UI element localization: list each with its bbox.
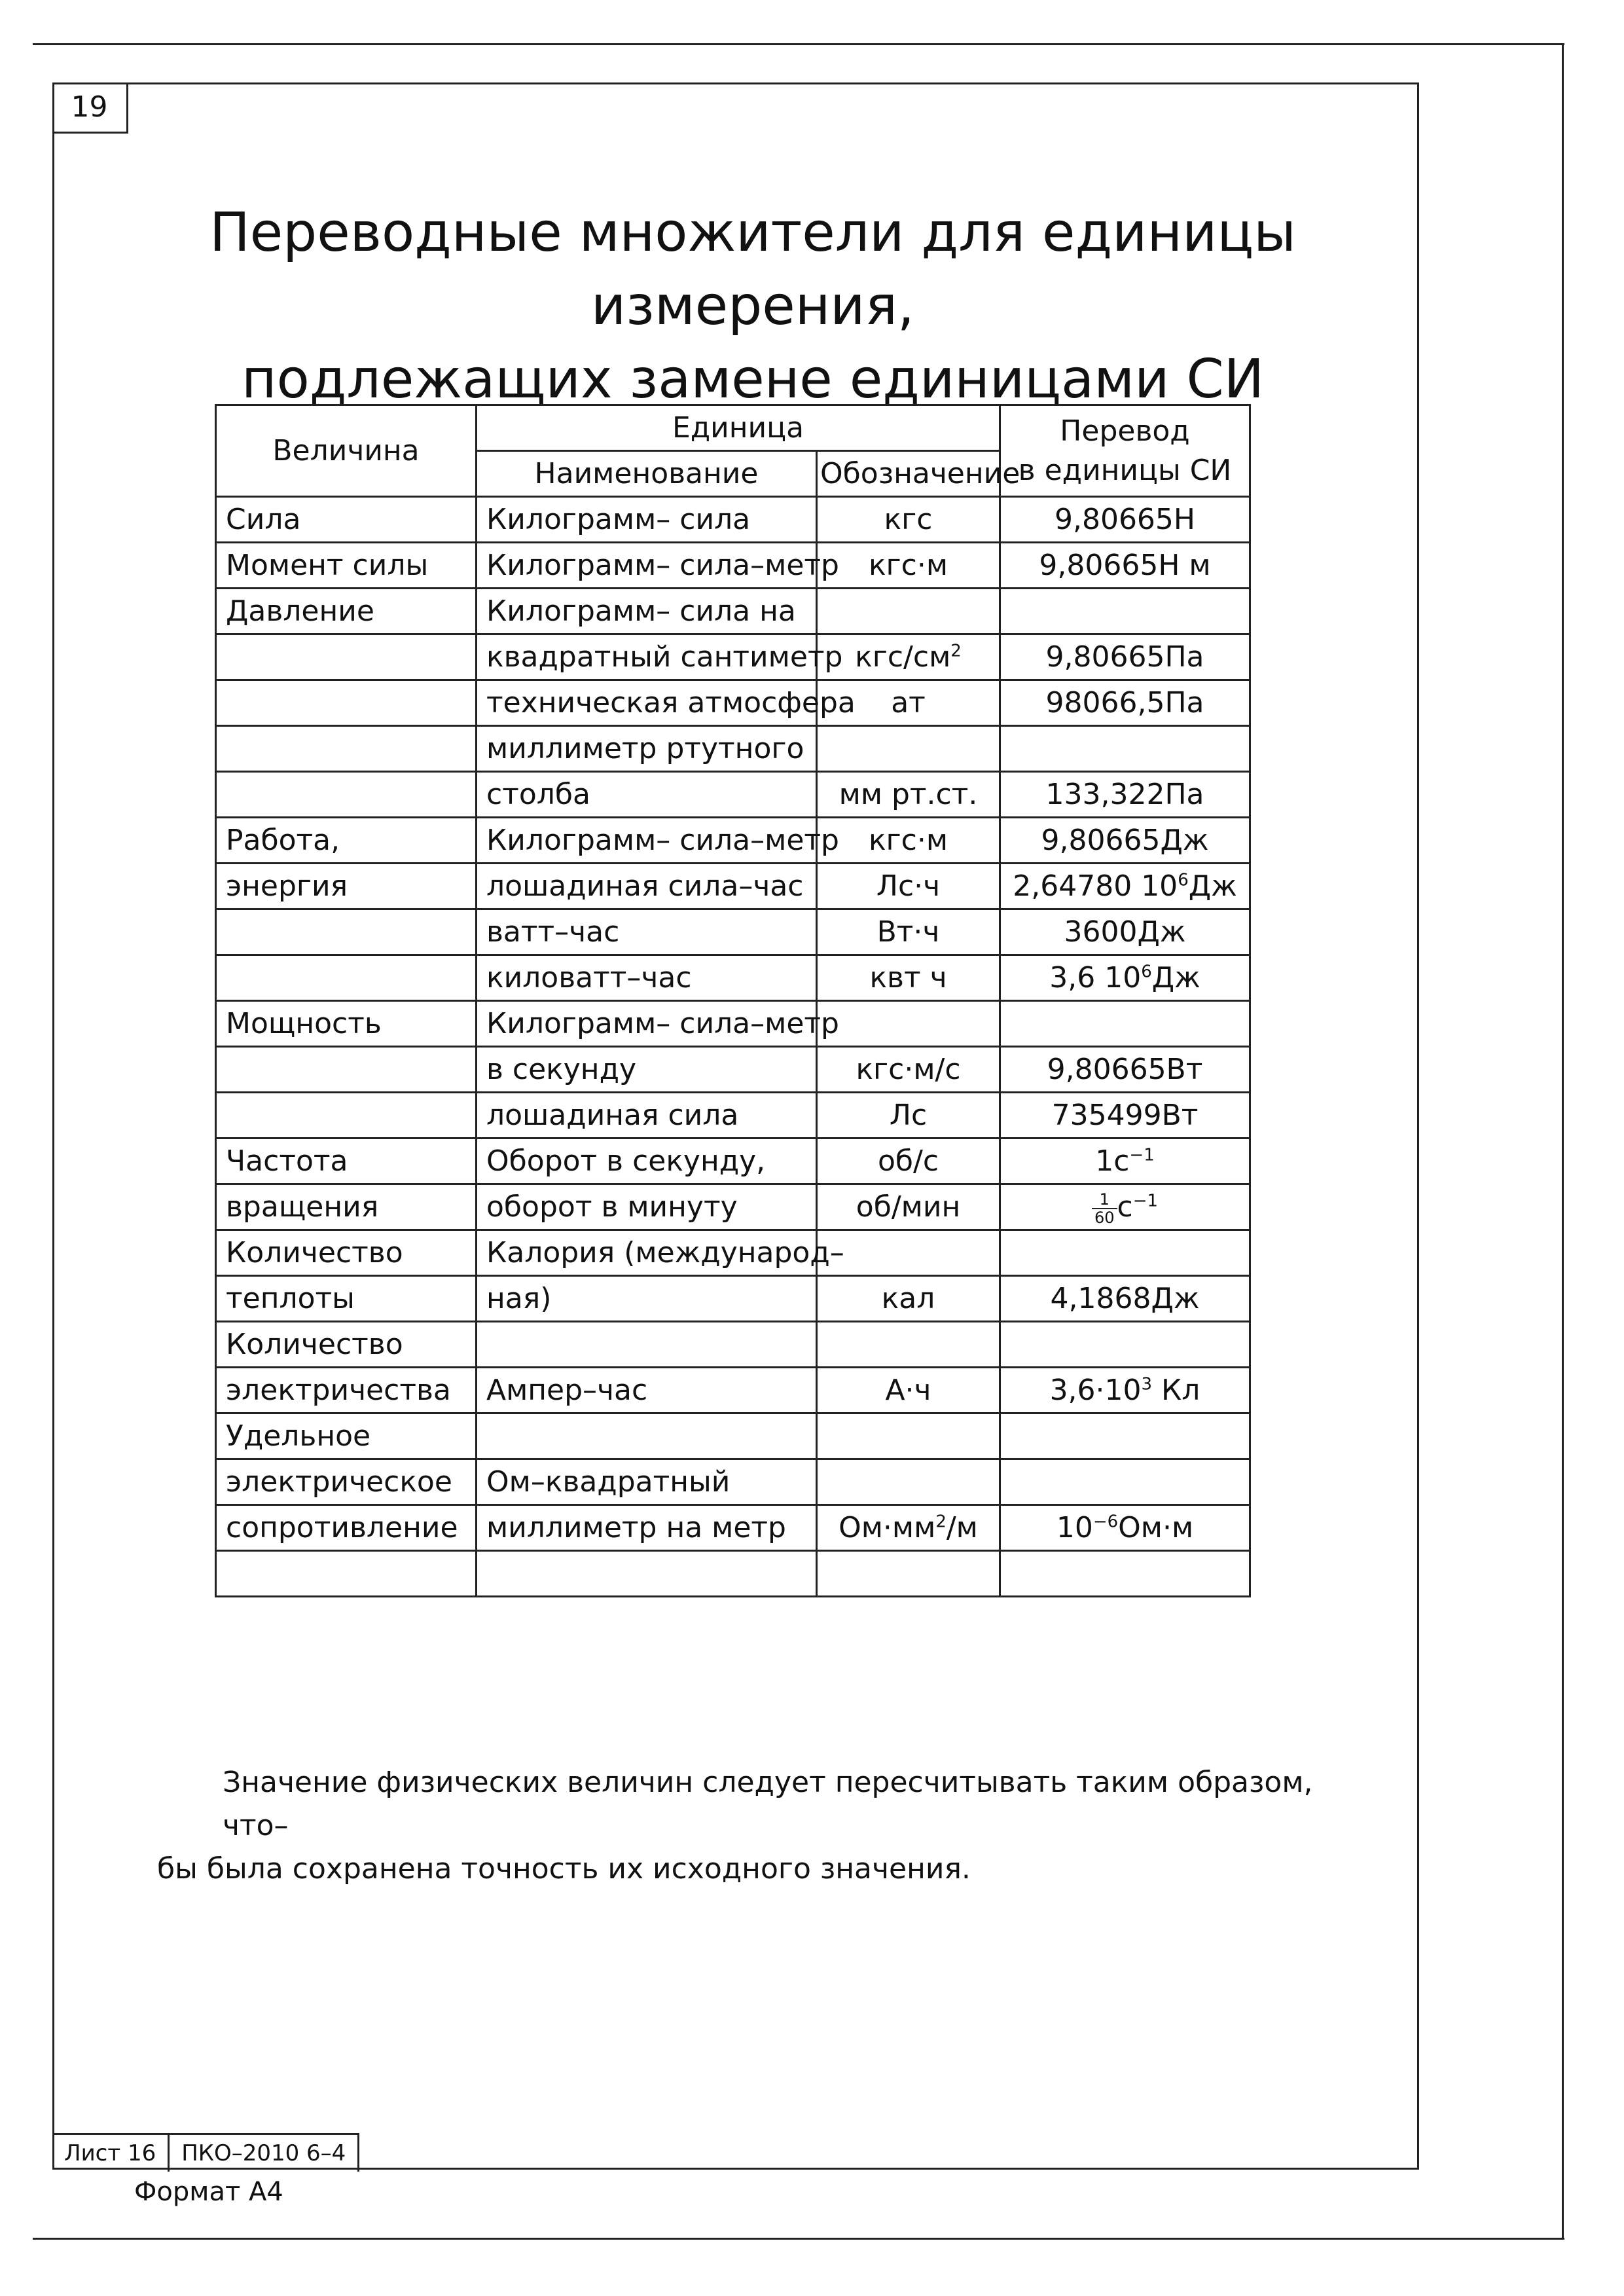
symbol-tail: /м bbox=[946, 1511, 978, 1544]
table-row bbox=[216, 1139, 1250, 1184]
quantity-cell bbox=[216, 589, 477, 634]
quantity-cell bbox=[216, 543, 477, 589]
si-value-text: 9,80665Н bbox=[1054, 503, 1196, 536]
unit-symbol-cell bbox=[817, 1413, 1000, 1459]
quantity-cell bbox=[216, 1276, 477, 1322]
header-unit-group: Единица bbox=[477, 405, 1000, 451]
unit-symbol-cell bbox=[817, 772, 1000, 818]
unit-name-cell bbox=[477, 1093, 817, 1139]
si-value-text: с bbox=[1117, 1190, 1133, 1224]
si-value-cell bbox=[1000, 589, 1250, 634]
quantity-cell bbox=[216, 772, 477, 818]
unit-symbol-text: об/мин bbox=[856, 1190, 961, 1224]
si-value-cell bbox=[1000, 680, 1250, 726]
quantity-cell bbox=[216, 1047, 477, 1093]
quantity-cell bbox=[216, 1505, 477, 1551]
symbol-superscript: 2 bbox=[935, 1512, 947, 1532]
unit-name-text: ная) bbox=[486, 1282, 552, 1315]
unit-symbol-cell bbox=[817, 1093, 1000, 1139]
quantity-text: электрическое bbox=[226, 1465, 452, 1499]
unit-symbol-text: кгс·м/с bbox=[856, 1053, 961, 1086]
si-value-cell bbox=[1000, 1505, 1250, 1551]
title-line-2: подлежащих замене единицами СИ bbox=[241, 348, 1265, 410]
unit-symbol-text: Ом·мм bbox=[839, 1511, 936, 1544]
quantity-cell bbox=[216, 1459, 477, 1505]
unit-symbol-cell bbox=[817, 1047, 1000, 1093]
unit-name-text: Килограмм– сила–метр bbox=[486, 549, 839, 582]
si-value-cell bbox=[1000, 1459, 1250, 1505]
quantity-text: энергия bbox=[226, 869, 348, 903]
quantity-cell bbox=[216, 1093, 477, 1139]
sheet-number: Лист 16 bbox=[52, 2135, 170, 2172]
quantity-cell bbox=[216, 1368, 477, 1413]
si-value-text: 735499Вт bbox=[1051, 1099, 1199, 1132]
unit-name-cell bbox=[477, 726, 817, 772]
unit-name-cell bbox=[477, 909, 817, 955]
unit-symbol-cell bbox=[817, 1184, 1000, 1230]
unit-name-cell bbox=[477, 543, 839, 589]
unit-symbol-text: об/с bbox=[877, 1144, 939, 1178]
document-code: ПКО–2010 6–4 bbox=[170, 2135, 359, 2172]
value-superscript: 6 bbox=[1178, 870, 1189, 890]
page-number: 19 bbox=[52, 82, 128, 134]
si-value-cell bbox=[1000, 1230, 1250, 1276]
unit-name-text: Килограмм– сила bbox=[486, 503, 751, 536]
unit-symbol-text: кгс bbox=[884, 503, 933, 536]
value-tail: Дж bbox=[1188, 869, 1237, 903]
quantity-cell bbox=[216, 909, 477, 955]
quantity-cell bbox=[216, 726, 477, 772]
quantity-cell bbox=[216, 1230, 477, 1276]
unit-symbol-cell bbox=[817, 726, 1000, 772]
si-value-cell bbox=[1000, 543, 1250, 589]
si-value-cell bbox=[1000, 1047, 1250, 1093]
table-row bbox=[216, 1047, 1250, 1093]
si-value-cell bbox=[1000, 864, 1250, 909]
header-conversion-line-2: в единицы СИ bbox=[1018, 453, 1232, 487]
quantity-text: Мощность bbox=[226, 1007, 382, 1040]
value-superscript: −1 bbox=[1132, 1191, 1159, 1211]
si-value-text: 98066,5Па bbox=[1045, 686, 1204, 720]
si-value-text: 4,1868Дж bbox=[1050, 1282, 1200, 1315]
unit-symbol-text: кгс·м bbox=[868, 824, 948, 857]
unit-name-cell bbox=[477, 818, 839, 864]
si-value-cell bbox=[1000, 1368, 1250, 1413]
unit-name-cell bbox=[477, 634, 843, 680]
unit-name-cell bbox=[477, 1413, 817, 1459]
unit-symbol-text: кгс·м bbox=[868, 549, 948, 582]
si-value-cell bbox=[1000, 772, 1250, 818]
header-conversion-line-1: Перевод bbox=[1060, 414, 1190, 448]
title-block-stamp bbox=[52, 2133, 359, 2172]
unit-symbol-cell bbox=[817, 1276, 1000, 1322]
si-value-text: 9,80665Дж bbox=[1041, 824, 1209, 857]
unit-name-cell bbox=[477, 1184, 817, 1230]
si-value-text: 3600Дж bbox=[1064, 915, 1186, 949]
table-row bbox=[216, 1276, 1250, 1322]
unit-name-cell bbox=[477, 589, 817, 634]
top-border-line bbox=[33, 43, 1564, 45]
unit-symbol-cell bbox=[817, 1551, 1000, 1597]
value-tail: Дж bbox=[1151, 961, 1200, 994]
unit-symbol-text: Лс·ч bbox=[876, 869, 941, 903]
unit-symbol-text: Вт·ч bbox=[876, 915, 940, 949]
value-superscript: 6 bbox=[1141, 962, 1152, 982]
quantity-cell bbox=[216, 1551, 477, 1597]
unit-name-cell bbox=[477, 1322, 817, 1368]
si-value-cell bbox=[1000, 818, 1250, 864]
quantity-text: Работа, bbox=[226, 824, 340, 857]
unit-symbol-cell bbox=[817, 1001, 1000, 1047]
unit-name-text: ватт–час bbox=[486, 915, 620, 949]
table-row bbox=[216, 1505, 1250, 1551]
table-row bbox=[216, 1551, 1250, 1597]
si-value-text: 1с bbox=[1095, 1144, 1130, 1178]
table-row bbox=[216, 634, 1250, 680]
value-tail: Кл bbox=[1152, 1374, 1200, 1407]
unit-name-cell bbox=[477, 864, 817, 909]
unit-symbol-cell bbox=[817, 1322, 1000, 1368]
si-value-cell bbox=[1000, 497, 1250, 543]
table-row bbox=[216, 1322, 1250, 1368]
conversion-table bbox=[215, 404, 1251, 1597]
table-row bbox=[216, 818, 1250, 864]
unit-name-text: Оборот в секунду, bbox=[486, 1144, 766, 1178]
quantity-text: электричества bbox=[226, 1374, 451, 1407]
quantity-text: Частота bbox=[226, 1144, 348, 1178]
quantity-cell bbox=[216, 497, 477, 543]
unit-symbol-cell bbox=[817, 589, 1000, 634]
header-conversion bbox=[1000, 405, 1250, 497]
quantity-text: Удельное bbox=[226, 1419, 371, 1453]
si-value-text: 9,80665Н м bbox=[1039, 549, 1211, 582]
unit-name-cell bbox=[477, 955, 817, 1001]
table-row bbox=[216, 1459, 1250, 1505]
si-value-cell bbox=[1000, 1093, 1250, 1139]
unit-name-cell bbox=[477, 1047, 817, 1093]
quantity-cell bbox=[216, 1322, 477, 1368]
table-row bbox=[216, 543, 1250, 589]
table-row bbox=[216, 1368, 1250, 1413]
unit-symbol-cell bbox=[817, 1368, 1000, 1413]
table-row bbox=[216, 497, 1250, 543]
si-value-cell bbox=[1000, 909, 1250, 955]
unit-name-text: квадратный сантиметр bbox=[486, 640, 843, 674]
si-value-text: 2,64780 10 bbox=[1013, 869, 1178, 903]
fraction-numerator: 1 bbox=[1092, 1191, 1117, 1209]
right-border-line bbox=[1562, 43, 1564, 2240]
unit-symbol-cell bbox=[817, 543, 1000, 589]
table-row bbox=[216, 909, 1250, 955]
unit-name-cell bbox=[477, 1230, 844, 1276]
table-row bbox=[216, 772, 1250, 818]
quantity-text: Момент силы bbox=[226, 549, 429, 582]
symbol-superscript: 2 bbox=[950, 641, 962, 661]
paper-format: Формат А4 bbox=[134, 2177, 283, 2207]
unit-name-text: лошадиная сила bbox=[486, 1099, 739, 1132]
table-row bbox=[216, 1413, 1250, 1459]
unit-name-text: киловатт–час bbox=[486, 961, 692, 994]
quantity-text: Количество bbox=[226, 1236, 403, 1269]
unit-symbol-text: А·ч bbox=[885, 1374, 931, 1407]
value-superscript: −6 bbox=[1092, 1512, 1119, 1532]
unit-name-cell bbox=[477, 1276, 817, 1322]
unit-name-cell bbox=[477, 497, 817, 543]
header-quantity: Величина bbox=[216, 405, 477, 497]
unit-name-cell bbox=[477, 1551, 817, 1597]
unit-symbol-cell bbox=[817, 497, 1000, 543]
header-symbol: Обозначение bbox=[817, 451, 1000, 497]
title-line-1: Переводные множители для единицы измерения, bbox=[209, 202, 1296, 337]
quantity-cell bbox=[216, 955, 477, 1001]
si-value-cell bbox=[1000, 1322, 1250, 1368]
unit-name-text: лошадиная сила–час bbox=[486, 869, 804, 903]
unit-name-text: Калория (международ– bbox=[486, 1236, 844, 1269]
si-value-text: 3,6·10 bbox=[1049, 1374, 1142, 1407]
unit-name-cell bbox=[477, 1368, 817, 1413]
unit-symbol-cell bbox=[817, 864, 1000, 909]
unit-name-text: Ом–квадратный bbox=[486, 1465, 731, 1499]
header-name: Наименование bbox=[477, 451, 817, 497]
unit-name-text: миллиметр на метр bbox=[486, 1511, 786, 1544]
si-value-cell bbox=[1000, 1276, 1250, 1322]
unit-name-text: оборот в минуту bbox=[486, 1190, 738, 1224]
value-tail: Ом·м bbox=[1118, 1511, 1194, 1544]
unit-symbol-cell bbox=[817, 1459, 1000, 1505]
fraction bbox=[1092, 1191, 1117, 1226]
unit-symbol-cell bbox=[817, 909, 1000, 955]
si-value-cell bbox=[1000, 1001, 1250, 1047]
unit-symbol-text: ат bbox=[891, 686, 926, 720]
table-row bbox=[216, 955, 1250, 1001]
unit-name-text: Килограмм– сила на bbox=[486, 594, 796, 628]
table-row bbox=[216, 726, 1250, 772]
table-row bbox=[216, 1230, 1250, 1276]
si-value-text: 10 bbox=[1056, 1511, 1093, 1544]
unit-symbol-cell bbox=[817, 634, 1000, 680]
unit-symbol-text: мм рт.ст. bbox=[839, 778, 978, 811]
table-row bbox=[216, 864, 1250, 909]
conversion-table-body bbox=[216, 497, 1250, 1597]
si-value-text: 133,322Па bbox=[1045, 778, 1204, 811]
value-superscript: −1 bbox=[1129, 1145, 1155, 1165]
quantity-cell bbox=[216, 634, 477, 680]
quantity-cell bbox=[216, 818, 477, 864]
table-row bbox=[216, 1093, 1250, 1139]
quantity-text: Сила bbox=[226, 503, 301, 536]
unit-name-cell bbox=[477, 1139, 817, 1184]
unit-name-cell bbox=[477, 772, 817, 818]
unit-name-cell bbox=[477, 1505, 817, 1551]
unit-symbol-text: кал bbox=[881, 1282, 935, 1315]
quantity-cell bbox=[216, 864, 477, 909]
unit-symbol-cell bbox=[817, 1505, 1000, 1551]
page-title bbox=[98, 196, 1407, 416]
unit-name-text: столба bbox=[486, 778, 590, 811]
unit-name-cell bbox=[477, 1001, 839, 1047]
note-line-1: Значение физических величин следует пересчитывать таким образом, что– bbox=[223, 1766, 1313, 1842]
note-line-2: бы была сохранена точность их исходного значения. bbox=[157, 1852, 971, 1886]
quantity-cell bbox=[216, 1001, 477, 1047]
si-value-text: 9,80665Вт bbox=[1047, 1053, 1203, 1086]
unit-symbol-text: кгс/см bbox=[855, 640, 951, 674]
unit-symbol-cell bbox=[817, 1139, 1000, 1184]
quantity-cell bbox=[216, 1413, 477, 1459]
unit-name-text: Килограмм– сила–метр bbox=[486, 1007, 839, 1040]
quantity-text: Количество bbox=[226, 1328, 403, 1361]
si-value-text: 9,80665Па bbox=[1045, 640, 1204, 674]
unit-name-text: миллиметр ртутного bbox=[486, 732, 804, 765]
quantity-text: сопротивление bbox=[226, 1511, 458, 1544]
unit-symbol-text: Лс bbox=[889, 1099, 928, 1132]
unit-symbol-cell bbox=[817, 818, 1000, 864]
unit-name-text: Килограмм– сила–метр bbox=[486, 824, 839, 857]
unit-name-text: Ампер–час bbox=[486, 1374, 648, 1407]
table-row bbox=[216, 1184, 1250, 1230]
si-value-cell bbox=[1000, 634, 1250, 680]
unit-name-text: техническая атмосфера bbox=[486, 686, 856, 720]
table-row bbox=[216, 680, 1250, 726]
quantity-cell bbox=[216, 680, 477, 726]
unit-name-text: в секунду bbox=[486, 1053, 637, 1086]
unit-symbol-text: квт ч bbox=[869, 961, 947, 994]
si-value-cell bbox=[1000, 1139, 1250, 1184]
si-value-cell bbox=[1000, 955, 1250, 1001]
unit-name-cell bbox=[477, 680, 856, 726]
unit-symbol-cell bbox=[817, 955, 1000, 1001]
si-value-cell bbox=[1000, 1413, 1250, 1459]
quantity-cell bbox=[216, 1139, 477, 1184]
si-value-cell bbox=[1000, 1184, 1250, 1230]
table-row bbox=[216, 1001, 1250, 1047]
fraction-denominator: 60 bbox=[1094, 1209, 1115, 1227]
bottom-border-line bbox=[33, 2238, 1564, 2240]
quantity-cell bbox=[216, 1184, 477, 1230]
unit-name-cell bbox=[477, 1459, 817, 1505]
quantity-text: Давление bbox=[226, 594, 374, 628]
note-paragraph bbox=[157, 1761, 1335, 1891]
quantity-text: вращения bbox=[226, 1190, 379, 1224]
value-superscript: 3 bbox=[1141, 1374, 1153, 1394]
table-row bbox=[216, 589, 1250, 634]
quantity-text: теплоты bbox=[226, 1282, 355, 1315]
si-value-cell bbox=[1000, 1551, 1250, 1597]
si-value-text: 3,6 10 bbox=[1049, 961, 1142, 994]
si-value-cell bbox=[1000, 726, 1250, 772]
